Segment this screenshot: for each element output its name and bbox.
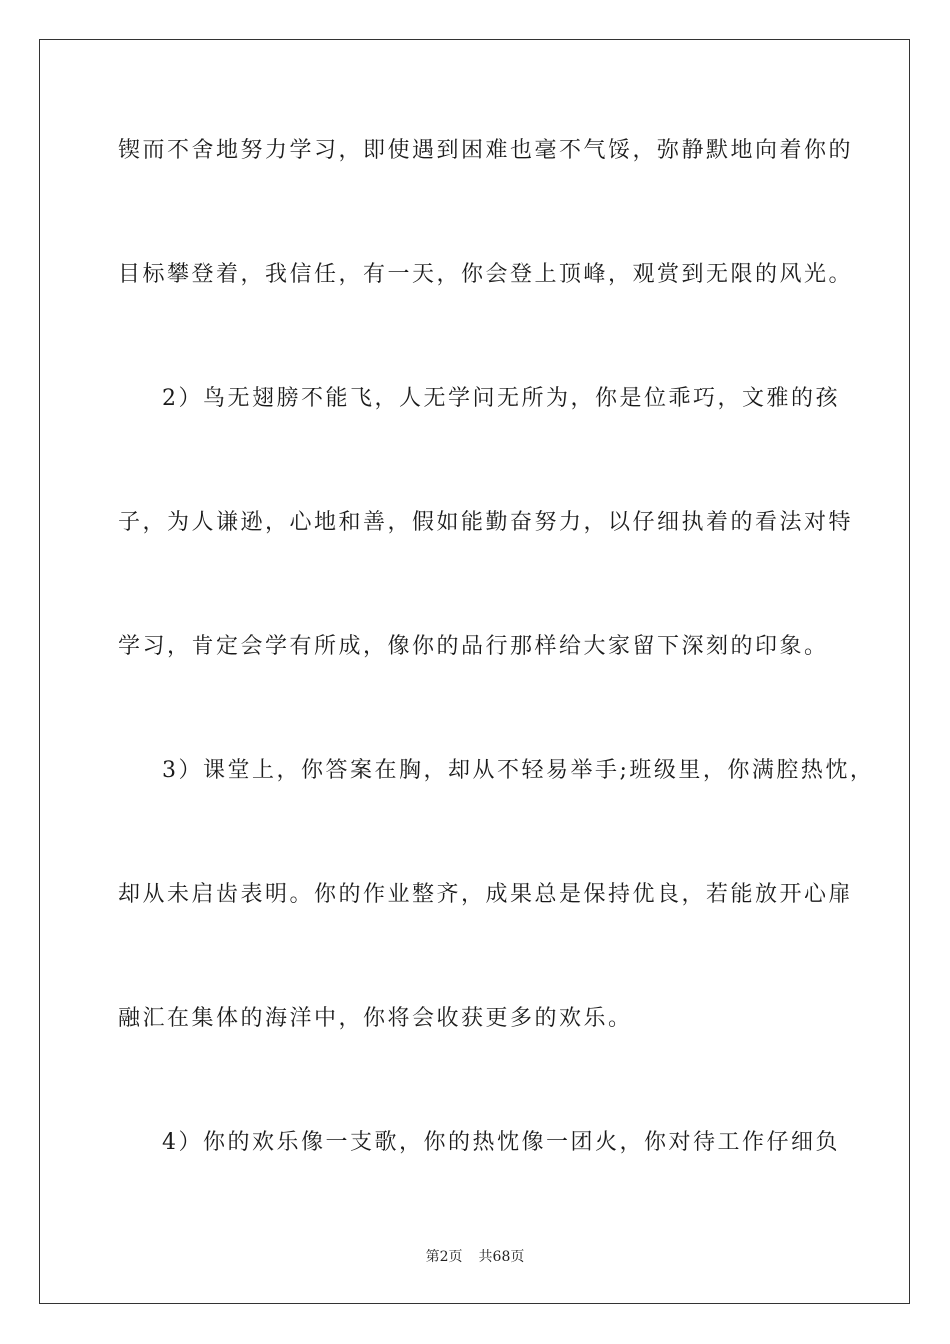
paragraph-3-start: 3）课堂上，你答案在胸，却从不轻易举手;班级里，你满腔热忱， [162, 758, 875, 783]
page-footer [0, 1248, 950, 1266]
text-line-1: 锲而不舍地努力学习，即使遇到困难也毫不气馁，弥静默地向着你的 [118, 138, 854, 163]
paragraph-2-start: 2）鸟无翅膀不能飞，人无学问无所为，你是位乖巧，文雅的孩 [162, 386, 840, 411]
text-line-7: 却从未启齿表明。你的作业整齐，成果总是保持优良，若能放开心扉 [118, 882, 854, 907]
text-line-5: 学习，肯定会学有所成，像你的品行那样给大家留下深刻的印象。 [118, 634, 829, 659]
text-line-4: 子，为人谦逊，心地和善，假如能勤奋努力，以仔细执着的看法对特 [118, 510, 854, 535]
page-total: 共68页 [478, 1249, 525, 1265]
text-line-2: 目标攀登着，我信任，有一天，你会登上顶峰，观赏到无限的风光。 [118, 262, 854, 287]
page-frame [39, 39, 910, 1304]
text-line-8: 融汇在集体的海洋中，你将会收获更多的欢乐。 [118, 1006, 633, 1031]
page-number: 第2页 [425, 1249, 463, 1265]
paragraph-4-start: 4）你的欢乐像一支歌，你的热忱像一团火，你对待工作仔细负 [162, 1130, 840, 1155]
